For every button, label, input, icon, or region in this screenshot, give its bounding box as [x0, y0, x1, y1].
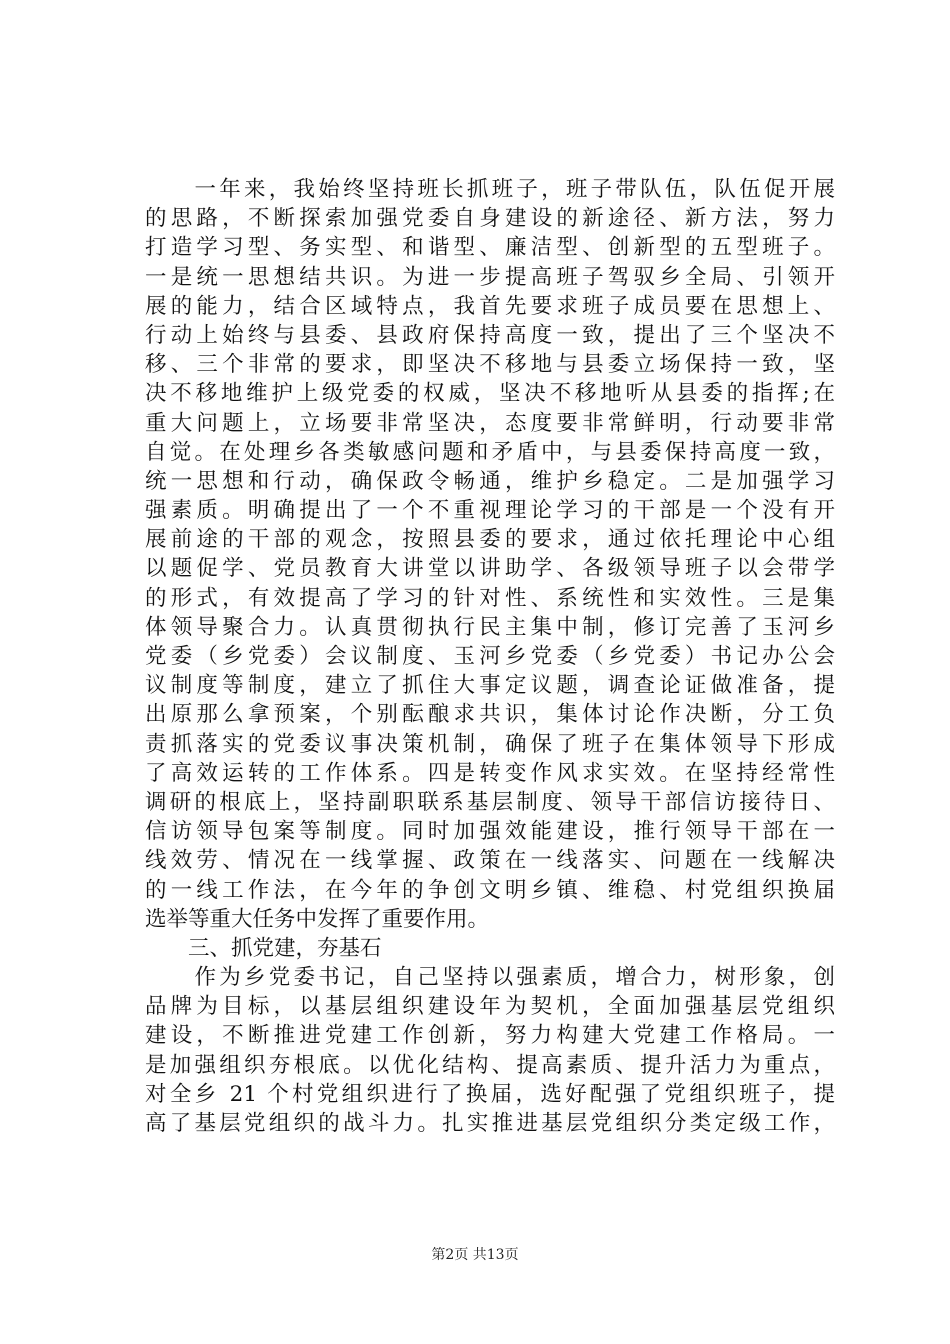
- text-line: 品牌为目标，以基层组织建设年为契机，全面加强基层党组织: [145, 994, 835, 1020]
- text-line: 的思路，不断探索加强党委自身建设的新途径、新方法，努力: [145, 206, 835, 232]
- text-line: 作为乡党委书记，自己坚持以强素质，增合力，树形象，创: [145, 965, 835, 991]
- text-line: 议制度等制度，建立了抓住大事定议题，调查论证做准备，提: [145, 673, 835, 699]
- text-line: 责抓落实的党委议事决策机制，确保了班子在集体领导下形成: [145, 731, 835, 757]
- text-line: 线效劳、情况在一线掌握、政策在一线落实、问题在一线解决: [145, 848, 835, 874]
- text-line: 党委（乡党委）会议制度、玉河乡党委（乡党委）书记办公会: [145, 644, 835, 669]
- text-line: 决不移地维护上级党委的权威，坚决不移地听从县委的指挥;在: [145, 381, 835, 407]
- text-line: 是加强组织夯根底。以优化结构、提高素质、提升活力为重点，: [145, 1052, 835, 1078]
- text-line: 一年来，我始终坚持班长抓班子，班子带队伍，队伍促开展: [145, 177, 835, 202]
- text-line: 信访领导包案等制度。同时加强效能建设，推行领导干部在一: [145, 819, 835, 845]
- text-line: 选举等重大任务中发挥了重要作用。: [145, 906, 490, 932]
- text-line: 展前途的干部的观念，按照县委的要求，通过依托理论中心组: [145, 527, 835, 553]
- text-line: 体领导聚合力。认真贯彻执行民主集中制，修订完善了玉河乡: [145, 614, 835, 640]
- text-line: 行动上始终与县委、县政府保持高度一致，提出了三个坚决不: [145, 322, 835, 348]
- text-line: 一是统一思想结共识。为进一步提高班子驾驭乡全局、引领开: [145, 264, 835, 290]
- text-line: 强素质。明确提出了一个不重视理论学习的干部是一个没有开: [145, 498, 835, 524]
- document-body: [145, 175, 835, 1138]
- text-line: 自觉。在处理乡各类敏感问题和矛盾中，与县委保持高度一致，: [145, 439, 835, 465]
- text-line: 重大问题上，立场要非常坚决，态度要非常鲜明，行动要非常: [145, 410, 835, 436]
- text-line: 出原那么拿预案，个别酝酿求共识，集体讨论作决断，分工负: [145, 702, 835, 728]
- text-line: 了高效运转的工作体系。四是转变作风求实效。在坚持经常性: [145, 760, 835, 786]
- text-line: 打造学习型、务实型、和谐型、廉洁型、创新型的五型班子。: [145, 235, 835, 261]
- text-line: 的一线工作法，在今年的争创文明乡镇、维稳、村党组织换届: [145, 877, 835, 903]
- text-line: 展的能力，结合区域特点，我首先要求班子成员要在思想上、: [145, 293, 835, 319]
- text-line: 建设，不断推进党建工作创新，努力构建大党建工作格局。一: [145, 1023, 835, 1049]
- page-number-footer: 第2页 共13页: [431, 1247, 519, 1263]
- text-line: 统一思想和行动，确保政令畅通，维护乡稳定。二是加强学习: [145, 468, 835, 494]
- text-line: 对全乡 21 个村党组织进行了换届，选好配强了党组织班子，提: [145, 1081, 835, 1107]
- section-heading: 三、抓党建，夯基石: [145, 935, 382, 961]
- text-line: 调研的根底上，坚持副职联系基层制度、领导干部信访接待日、: [145, 789, 835, 815]
- text-line: 高了基层党组织的战斗力。扎实推进基层党组织分类定级工作，: [145, 1111, 835, 1136]
- text-line: 移、三个非常的要求，即坚决不移地与县委立场保持一致，坚: [145, 352, 835, 378]
- text-line: 以题促学、党员教育大讲堂以讲助学、各级领导班子以会带学: [145, 556, 835, 582]
- text-line: 的形式，有效提高了学习的针对性、系统性和实效性。三是集: [145, 585, 835, 611]
